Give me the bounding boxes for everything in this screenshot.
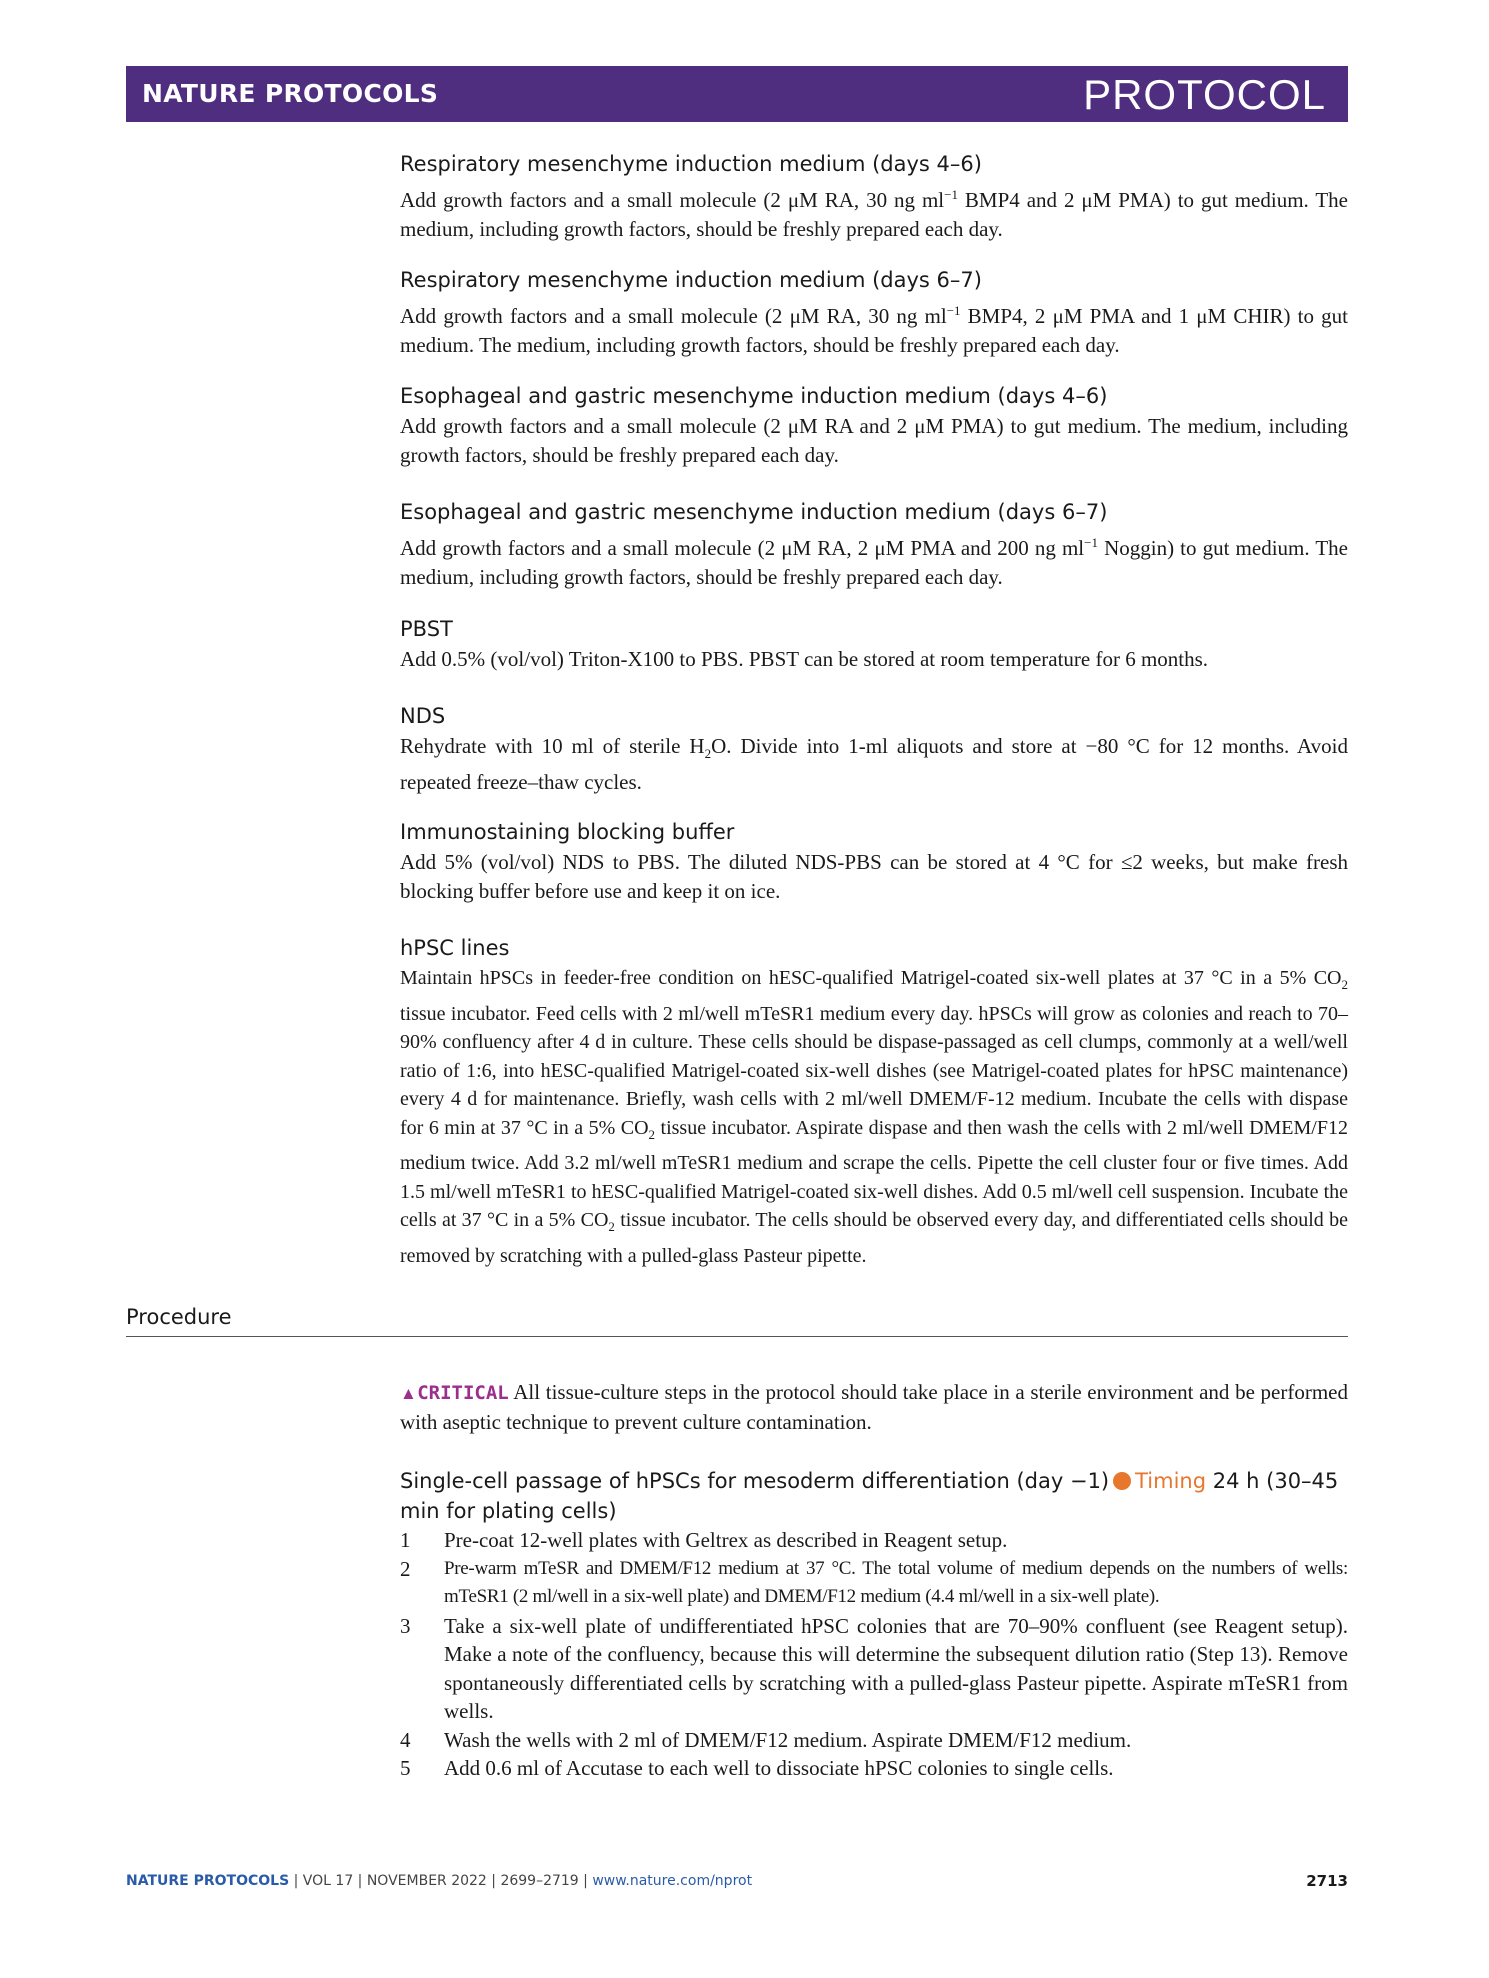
section-title: Respiratory mesenchyme induction medium (days 4–6) bbox=[400, 152, 982, 176]
section-body: Add growth factors and a small molecule (2 μM RA, 30 ng $ml^{-1}$ BMP4, 2 μM PMA and 1 μM CHIR) to gut medium. The medium, including growth factors, should be freshly prepared each day. bbox=[400, 303, 1348, 357]
section-body: Add growth factors and a small molecule (2 μM RA, 2 μM PMA and 200 ng $ml^{-1}$ Noggin) to gut medium. The medium, including growth factors, should be freshly prepared each day. bbox=[400, 535, 1348, 589]
section-body: Add growth factors and a small molecule (2 μM RA, 30 ng $ml^{-1}$ BMP4 and 2 μM PMA) to gut medium. The medium, including growth factors, should be freshly prepared each day. bbox=[400, 187, 1348, 241]
section-title: NDS bbox=[400, 704, 446, 728]
critical-triangle-icon: ▲ bbox=[400, 1384, 418, 1403]
timing-label: Timing bbox=[1135, 1469, 1207, 1493]
section-title: PBST bbox=[400, 617, 453, 641]
procedure-heading: Procedure bbox=[126, 1305, 232, 1329]
procedure-step: 5 Add 0.6 ml of Accutase to each well to dissociate hPSC colonies to single cells. bbox=[400, 1756, 1114, 1780]
procedure-step: 2 Pre-warm mTeSR and DMEM/F12 medium at 37 °C. The total volume of medium depends on the numbers of wells: mTeSR1 (2 ml/well in a six-well plate) and DMEM/F12 medium (4.4 ml/well in a six-well plate). bbox=[400, 1556, 1348, 1607]
journal-header-bar bbox=[126, 66, 1348, 122]
section-title: hPSC lines bbox=[400, 936, 510, 960]
section-body: Add 0.5% (vol/vol) Triton-X100 to PBS. PBST can be stored at room temperature for 6 months. bbox=[400, 647, 1209, 671]
section-title: Esophageal and gastric mesenchyme induction medium (days 4–6) bbox=[400, 384, 1108, 408]
article-type: PROTOCOL bbox=[1083, 71, 1326, 118]
page-number: 2713 bbox=[1306, 1872, 1348, 1890]
procedure-step: 4 Wash the wells with 2 ml of DMEM/F12 medium. Aspirate DMEM/F12 medium. bbox=[400, 1727, 1132, 1752]
procedure-step: 1 Pre-coat 12-well plates with Geltrex as described in Reagent setup. bbox=[400, 1528, 1008, 1552]
section-body: Add growth factors and a small molecule (2 μM RA and 2 μM PMA) to gut medium. The medium, including growth factors, should be freshly prepared each day. bbox=[400, 414, 1348, 467]
procedure-steps bbox=[400, 1526, 1348, 1783]
section-divider bbox=[126, 1336, 1348, 1337]
footer-url[interactable]: www.nature.com/nprot bbox=[592, 1873, 753, 1889]
section-body: Maintain hPSCs in feeder-free condition on hESC-qualified Matrigel-coated six-well plates at 37 °C in a 5% $CO_2$ tissue incubator. Feed cells with 2 ml/well mTeSR1 medium every day. hPSCs will grow as colonies and reach to 70–90% confluency after 4 d in culture. These cells should be dispase-passaged as cell clumps, commonly at a well/well ratio of 1:6, into hESC-qualified Matrigel-coated six-well dishes (see Matrigel-coated plates for hPSC maintenance) every 4 d for maintenance. Briefly, wash cells with 2 ml/well DMEM/F-12 medium. Incubate the cells with dispase for 6 min at 37 °C in a 5% $CO_2$ tissue incubator. Aspirate dispase and then wash the cells with 2 ml/well DMEM/F12 medium twice. Add 3.2 ml/well mTeSR1 medium and scrape the cells. Pipette the cell cluster four or five times. Add 1.5 ml/well mTeSR1 to hESC-qualified Matrigel-coated six-well dishes. Add 0.5 ml/well cell suspension. Incubate the cells at 37 °C in a 5% $CO_2$ tissue incubator. The cells should be observed every day, and differentiated cells should be removed by scratching with a pulled-glass Pasteur pipette. bbox=[400, 967, 1348, 1267]
procedure-step: 3 Take a six-well plate of undifferentiated hPSC colonies that are 70–90% confluent (see Reagent setup). Make a note of the confluency, because this will determine the subsequent dilution ratio (Step 13). Remove spontaneously differentiated cells by scratching with a pulled-glass Pasteur pipette. Aspirate mTeSR1 from wells. bbox=[400, 1613, 1348, 1723]
critical-note: ▲CRITICAL All tissue-culture steps in the protocol should take place in a sterile environment and be performed with aseptic technique to prevent culture contamination. bbox=[400, 1380, 1348, 1434]
footer-journal: NATURE PROTOCOLS bbox=[126, 1873, 290, 1889]
step-group-title: Single-cell passage of hPSCs for mesoderm differentiation (day −1) Timing 24 h (30–45 min for plating cells) bbox=[400, 1469, 1339, 1523]
journal-name: NATURE PROTOCOLS bbox=[142, 79, 439, 108]
section-title: Esophageal and gastric mesenchyme induction medium (days 6–7) bbox=[400, 500, 1108, 524]
page-footer: NATURE PROTOCOLS | VOL 17 | NOVEMBER 2022 | 2699–2719 | www.nature.com/nprot bbox=[126, 1873, 753, 1889]
section-body: Add 5% (vol/vol) NDS to PBS. The diluted NDS-PBS can be stored at 4 °C for ≤2 weeks, but make fresh blocking buffer before use and keep it on ice. bbox=[400, 850, 1348, 903]
section-body: Rehydrate with 10 ml of sterile $H_2O$. Divide into 1-ml aliquots and store at −80 °C for 12 months. Avoid repeated freeze–thaw cycles. bbox=[400, 734, 1348, 795]
timing-dot-icon bbox=[1113, 1472, 1131, 1490]
section-title: Respiratory mesenchyme induction medium (days 6–7) bbox=[400, 268, 982, 292]
critical-label: CRITICAL bbox=[417, 1382, 509, 1404]
section-title: Immunostaining blocking buffer bbox=[400, 820, 735, 844]
